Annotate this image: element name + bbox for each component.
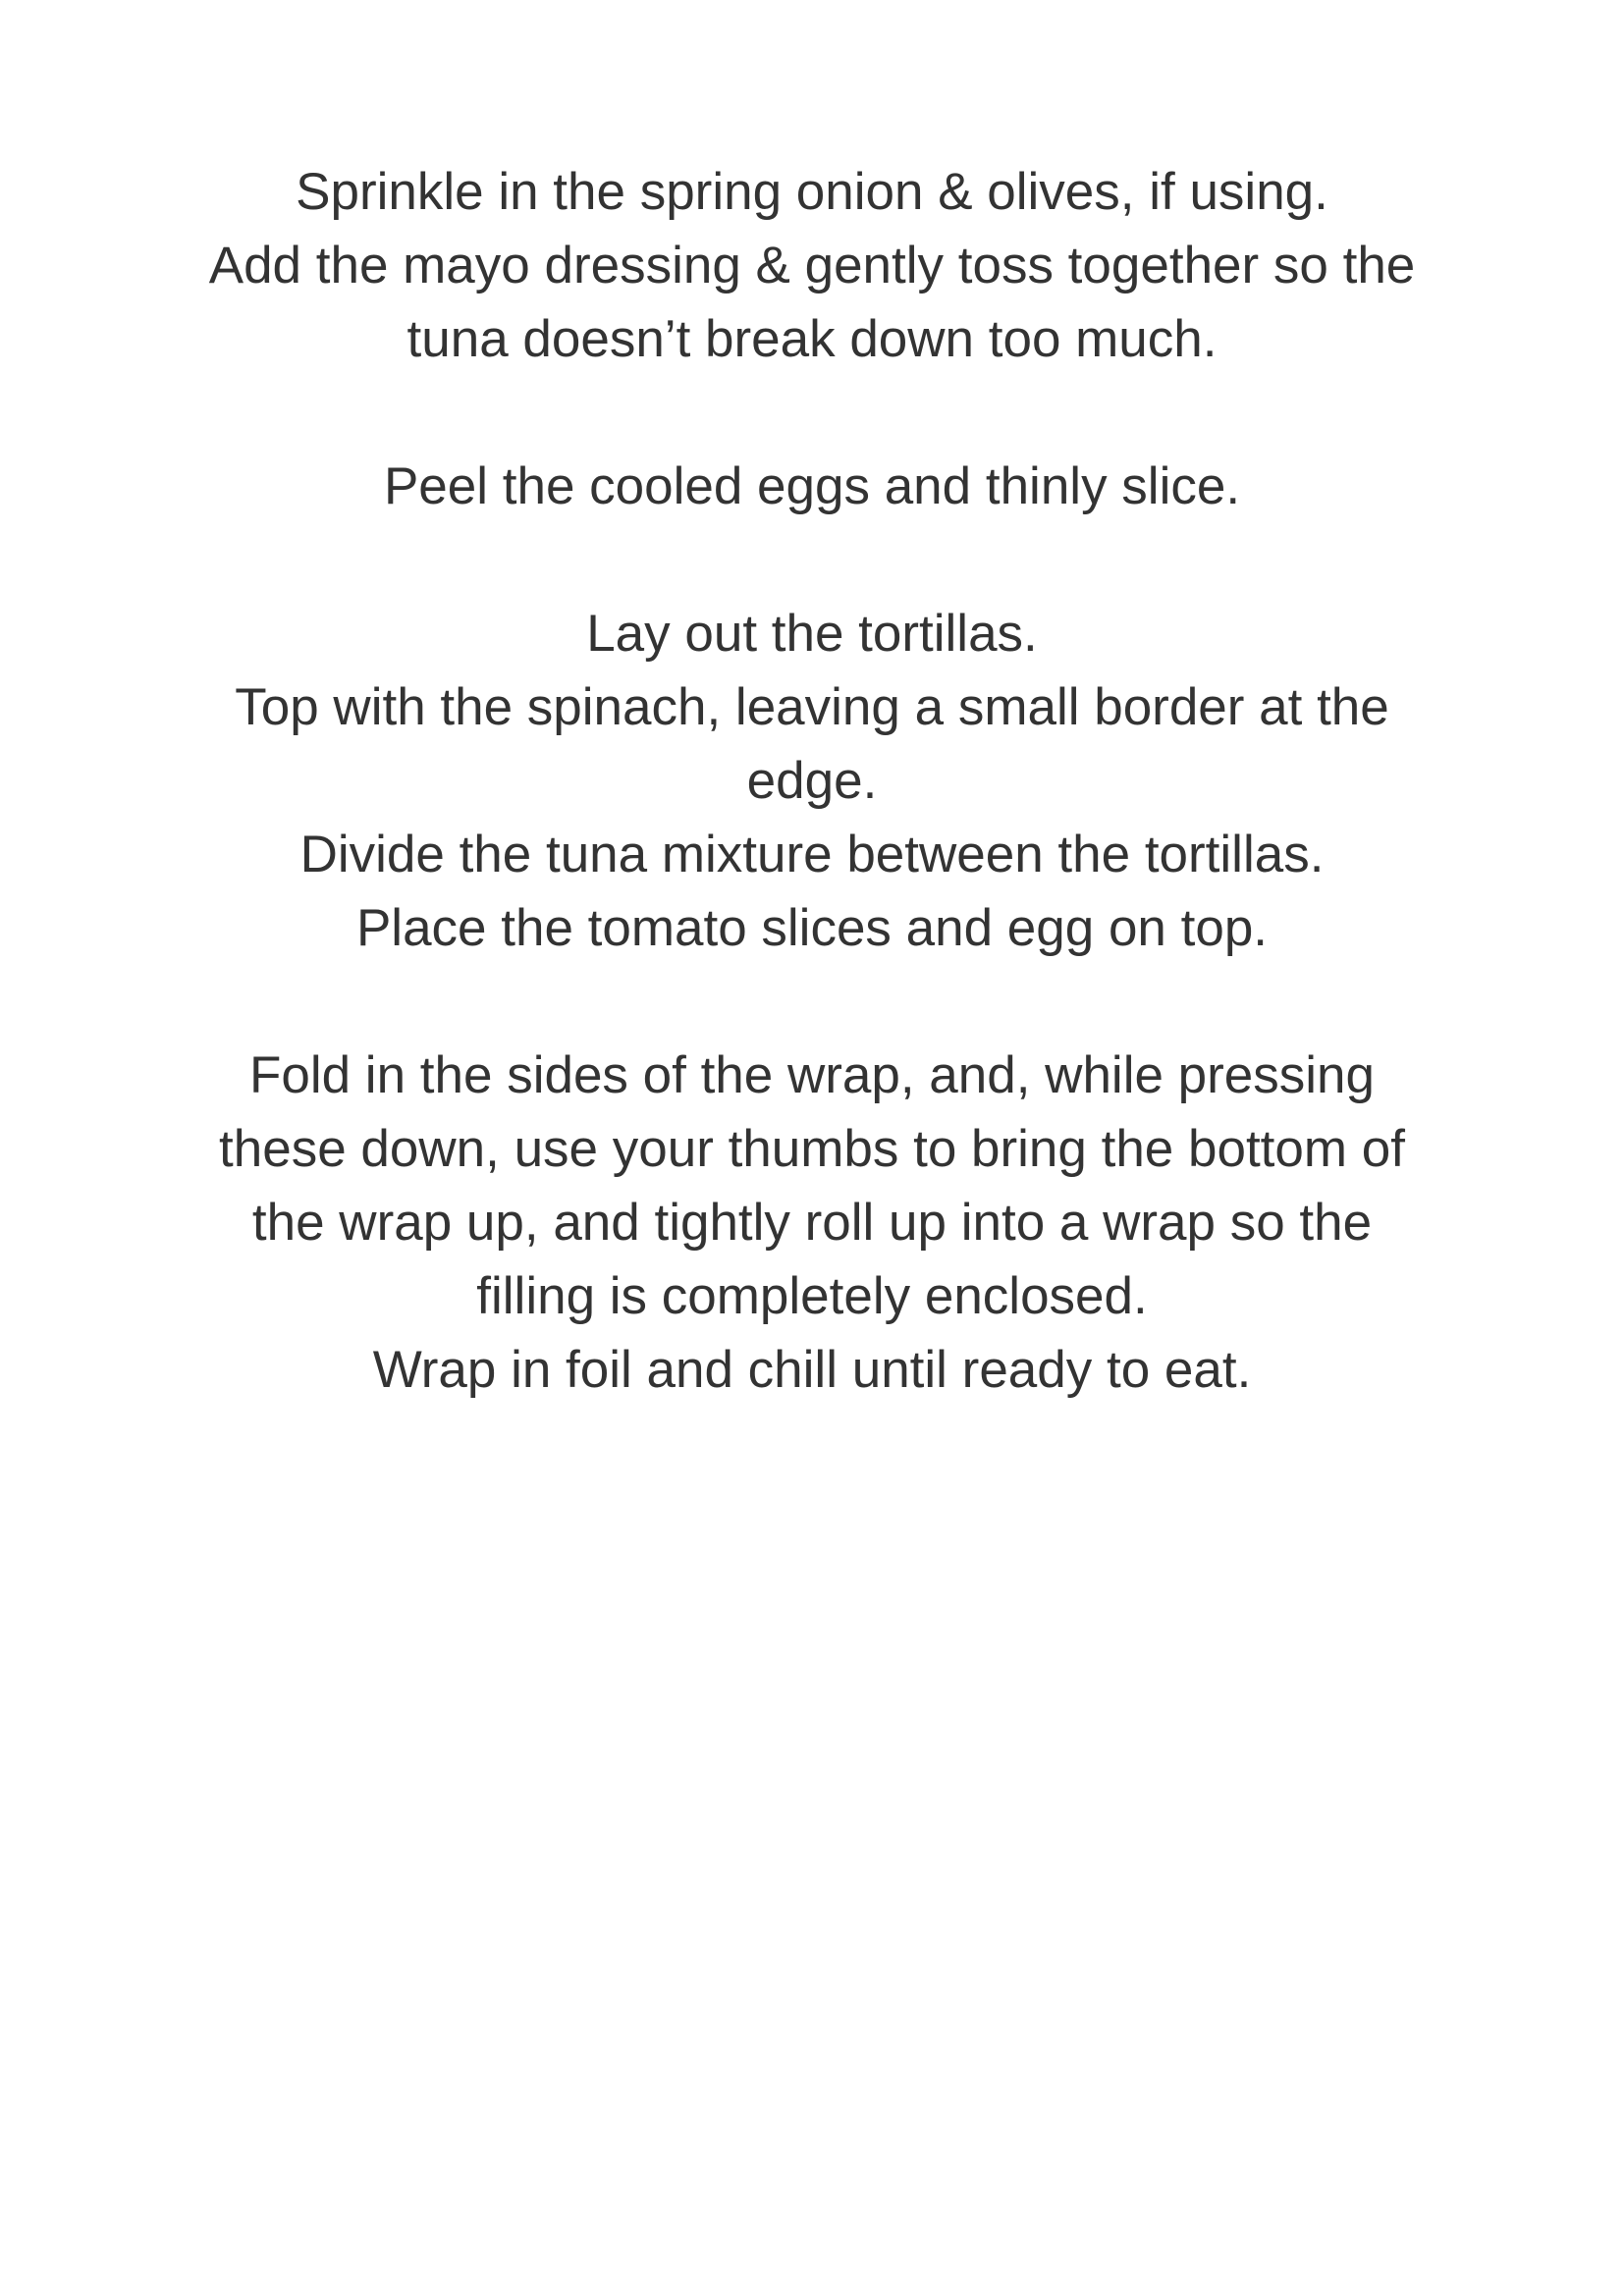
text-line: Fold in the sides of the wrap, and, while pressing xyxy=(248,1046,1376,1104)
paragraph-roll-wrap xyxy=(147,1039,1477,1407)
text-line: Sprinkle in the spring onion & olives, if using. xyxy=(296,163,1328,221)
paragraph-assemble xyxy=(147,597,1477,965)
text-line: Wrap in foil and chill until ready to eat. xyxy=(372,1341,1252,1399)
text-line: tuna doesn’t break down too much. xyxy=(406,310,1218,368)
text-line: these down, use your thumbs to bring the bottom of xyxy=(219,1120,1405,1178)
text-line: Peel the cooled eggs and thinly slice. xyxy=(383,457,1241,515)
text-line: Divide the tuna mixture between the tortillas. xyxy=(299,826,1325,883)
text-line: Add the mayo dressing & gently toss together so the xyxy=(208,237,1416,294)
text-line: edge. xyxy=(746,752,878,810)
text-line: Top with the spinach, leaving a small border at the xyxy=(235,678,1389,736)
text-line: filling is completely enclosed. xyxy=(476,1267,1148,1325)
paragraph-eggs xyxy=(147,450,1477,523)
method-text xyxy=(147,155,1477,1407)
text-line: Lay out the tortillas. xyxy=(586,605,1038,663)
text-line: Place the tomato slices and egg on top. xyxy=(355,899,1269,957)
paragraph-tuna-mix xyxy=(147,155,1477,376)
text-line: the wrap up, and tightly roll up into a wrap so the xyxy=(251,1194,1373,1252)
